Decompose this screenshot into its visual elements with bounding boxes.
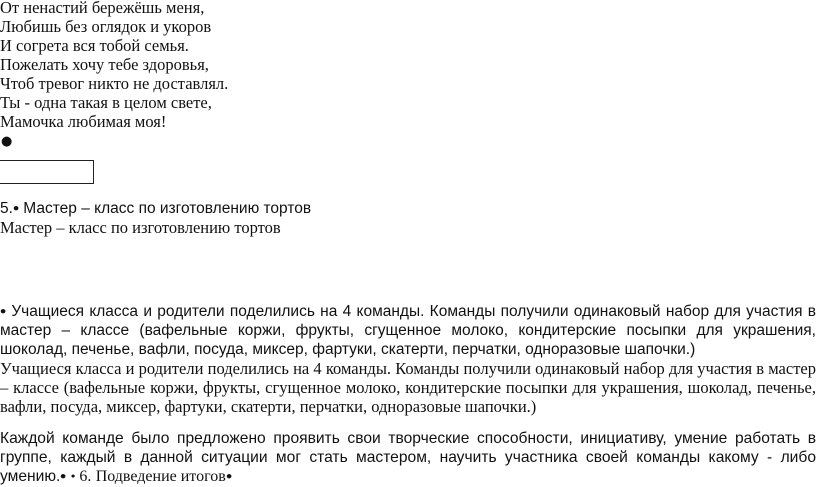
closing-text: Каждой команде было предложено проявить свои творческие способности, инициативу, умение работать в группе, каждый в данной ситуации мог стать мастером, научить участника своей команды какому - либо умению.	[0, 430, 816, 485]
poem-line: Ты - одна такая в целом свете,	[0, 93, 212, 112]
section-heading-plain: Мастер – класс по изготовлению тортов	[0, 218, 281, 237]
section-heading	[0, 199, 311, 218]
closing-tail-number: 6.	[79, 468, 92, 485]
bullet-icon: ●	[0, 306, 7, 317]
bullet-icon: ●	[70, 473, 76, 480]
closing-tail-text: Подведение итогов	[95, 468, 226, 485]
empty-box	[0, 160, 94, 184]
section-title: Мастер – класс по изготовлению тортов	[23, 200, 312, 217]
bullet-icon: ●	[12, 203, 20, 214]
closing-paragraph	[0, 430, 816, 487]
paragraph-serif: Учащиеся класса и родители поделились на 4 команды. Команды получили одинаковый набор для участия в мастер – классе (вафельные коржи, фрукты, сгущенное молоко, кондитерские посыпки для украшения, шоколад, печенье, вафли, посуда, миксер, фартуки, скатерти, перчатки, одноразовые шапочки.)	[0, 359, 816, 416]
bullet-icon: ●	[1, 134, 13, 149]
poem-line: От ненастий бережёшь меня,	[0, 0, 205, 17]
paragraph-sans-text: Учащиеся класса и родители поделились на 4 команды. Команды получили одинаковый набор для участия в мастер – классе (вафельные коржи, фрукты, сгущенное молоко, кондитерские посыпки для украшения, шоколад, печенье, вафли, посуда, миксер, фартуки, скатерти, перчатки, одноразовые шапочки.)	[0, 303, 816, 358]
poem-line: Чтоб тревог никто не доставлял.	[0, 74, 229, 93]
paragraph-sans	[0, 302, 816, 359]
poem-line: И согрета вся тобой семья.	[0, 36, 189, 55]
bullet-icon: ●	[60, 471, 67, 482]
poem-line: Пожелать хочу тебе здоровья,	[0, 55, 209, 74]
bullet-icon: ●	[225, 471, 233, 482]
poem-line: Мамочка любимая моя!	[0, 112, 167, 131]
poem-line: Любишь без оглядок и укоров	[0, 17, 212, 36]
section-number: 5.	[0, 200, 13, 217]
